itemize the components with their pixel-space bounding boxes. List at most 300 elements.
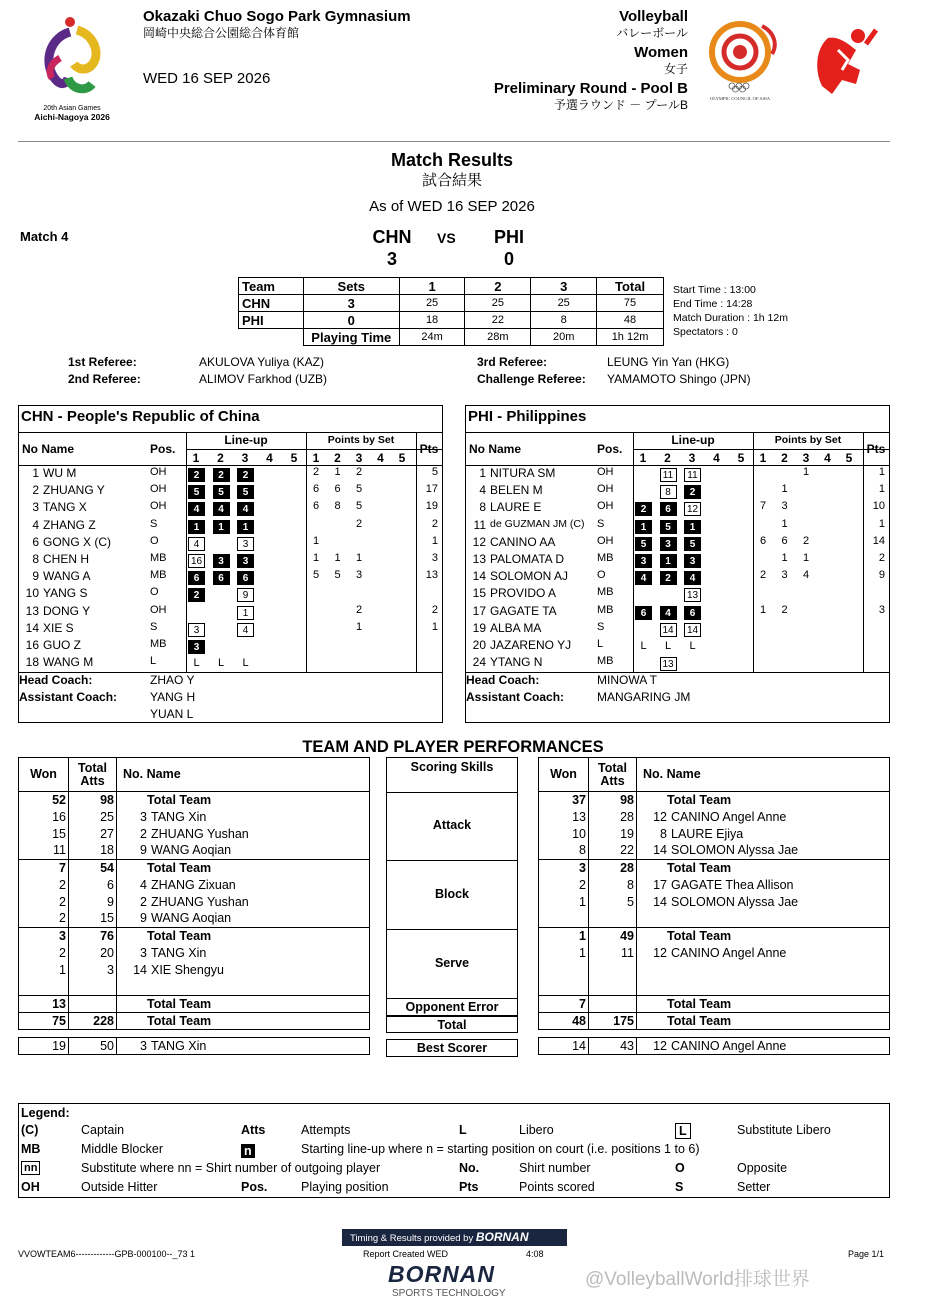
col-pts: Pts [419, 442, 439, 456]
lineup-box: 3 [188, 640, 205, 654]
legend-desc: Substitute where nn = Shirt number of outgoing player [81, 1161, 381, 1175]
divider [633, 449, 889, 450]
libero-mark: L [193, 657, 200, 670]
name-text: Total Team [667, 792, 732, 807]
lineup-box: 16 [188, 554, 205, 568]
legend-sublibero-box: L [675, 1123, 691, 1139]
lineup-box: 4 [684, 571, 701, 585]
perf-table-left [18, 757, 370, 1055]
legend-key: Pts [459, 1180, 479, 1194]
perf-row [539, 860, 890, 877]
name-text: ZHUANG Yushan [151, 894, 249, 909]
timing-brand: BORNAN [475, 1230, 529, 1244]
atts-value: 43 [589, 1038, 637, 1055]
player-name: PALOMATA D [490, 552, 565, 566]
asst-coach-name: YUAN L [150, 707, 194, 721]
legend-desc: Starting line-up where n = starting position on court (i.e. positions 1 to 6) [301, 1142, 700, 1156]
player-position: MB [597, 552, 614, 564]
timing-text: Timing & Results provided by [350, 1233, 474, 1244]
col-no-name: No Name [22, 442, 75, 456]
venue-block [143, 8, 411, 87]
legend-desc: Substitute Libero [737, 1123, 831, 1137]
summary-header: Total [597, 278, 664, 295]
perf-row [19, 826, 370, 843]
set-points: 1 [781, 517, 788, 530]
atts-value: 8 [589, 877, 637, 894]
page-number: Page 1/1 [848, 1249, 885, 1259]
player-name-cell [117, 894, 370, 911]
atts-value: 20 [69, 945, 117, 962]
player-name-cell [637, 894, 890, 911]
column-divider [753, 432, 754, 672]
legend-key: S [675, 1180, 684, 1194]
perf-row [539, 894, 890, 911]
legend-desc: Setter [737, 1180, 771, 1194]
player-total-points: 19 [425, 500, 438, 513]
legend-desc: Points scored [519, 1180, 595, 1194]
lineup-box: 2 [660, 571, 677, 585]
start-time: Start Time : 13:00 [673, 284, 756, 296]
lineup-box: 13 [684, 588, 701, 602]
lineup-box: 3 [188, 623, 205, 637]
lineup-set-num: 4 [266, 451, 273, 465]
lineup-box: 13 [660, 657, 677, 671]
player-name: CHEN H [43, 552, 90, 566]
doc-title: Match Results [390, 150, 514, 170]
player-number: 3 [32, 500, 39, 515]
atts-header: Total Atts [589, 758, 637, 792]
player-number: 13 [25, 603, 39, 618]
bornan-logo: BORNAN [388, 1261, 495, 1287]
name-text: TANG Xin [151, 1038, 207, 1053]
shirt-number: 3 [140, 809, 147, 824]
ref3-label: 3rd Referee: [477, 355, 548, 369]
perf-title: TEAM AND PLAYER PERFORMANCES [302, 738, 604, 756]
team-box-title: PHI - Philippines [468, 408, 587, 425]
set-points: 1 [759, 603, 767, 616]
timing-banner [342, 1229, 567, 1246]
column-divider [306, 432, 307, 672]
set-points: 1 [334, 552, 341, 564]
player-name-cell [637, 1038, 890, 1055]
won-value: 37 [539, 792, 589, 809]
player-position: MB [150, 552, 167, 564]
won-value: 3 [539, 860, 589, 877]
perf-row [19, 962, 370, 979]
player-name-cell [117, 843, 370, 860]
vs-label: VS [437, 230, 456, 246]
points-set-num: 4 [377, 451, 384, 465]
lineup-box: 4 [635, 571, 652, 585]
summary-cell: 3 [303, 295, 399, 312]
doc-title-jp: 試合結果 [421, 172, 482, 189]
set-points: 2 [355, 603, 363, 616]
player-total-points: 2 [431, 517, 438, 530]
perf-row [19, 1038, 370, 1055]
player-number: 4 [32, 517, 39, 532]
name-text: Total Team [147, 928, 212, 943]
player-name: ZHUANG Y [43, 483, 105, 498]
asst-coach-label: Assistant Coach: [466, 690, 565, 704]
lineup-box: 5 [213, 485, 230, 499]
name-text: XIE Shengyu [151, 962, 224, 977]
perf-table-right [538, 757, 890, 1055]
match-date: WED 16 SEP 2026 [143, 70, 271, 87]
name-text: WANG Aoqian [151, 911, 232, 926]
best-scorer-label: Best Scorer [386, 1039, 518, 1057]
perf-row [19, 928, 370, 945]
player-total-points: 1 [431, 620, 438, 633]
player-number: 8 [32, 552, 39, 566]
won-value: 2 [19, 945, 69, 962]
player-name: WANG M [43, 655, 94, 670]
player-position: OH [597, 483, 614, 496]
player-name: NITURA SM [490, 466, 556, 480]
player-position: O [150, 586, 159, 599]
player-name-cell [117, 1013, 370, 1030]
player-name: LAURE E [490, 500, 542, 515]
name-text: ZHANG Zixuan [151, 877, 236, 892]
won-value: 2 [19, 894, 69, 911]
perf-row [539, 911, 890, 928]
perf-row [539, 1013, 890, 1030]
atts-value: 9 [69, 894, 117, 911]
venue-name-jp: 岡崎中央総合公園総合体育館 [143, 26, 300, 40]
ref2-label: 2nd Referee: [68, 372, 141, 386]
lineup-box: 11 [684, 468, 701, 482]
player-name-cell [637, 945, 890, 962]
player-position: OH [597, 500, 614, 513]
atts-value [589, 979, 637, 996]
won-value: 2 [19, 911, 69, 928]
legend-desc: Shirt number [519, 1161, 591, 1175]
player-position: L [597, 638, 604, 650]
perf-row [539, 945, 890, 962]
set-points: 1 [781, 552, 788, 564]
report-time: 4:08 [526, 1249, 544, 1259]
shirt-number: 12 [653, 1038, 667, 1053]
lineup-box: 11 [660, 468, 677, 482]
perf-row [539, 928, 890, 945]
player-position: OH [150, 483, 167, 496]
player-total-points: 1 [878, 517, 885, 530]
perf-row [539, 1038, 890, 1055]
won-value: 13 [539, 809, 589, 826]
atts-value: 28 [589, 809, 637, 826]
won-value: 1 [539, 894, 589, 911]
player-total-points: 3 [878, 603, 885, 616]
shirt-number: 9 [140, 843, 147, 858]
perf-row [539, 979, 890, 996]
lineup-box: 6 [213, 571, 230, 585]
team-a-code: CHN [372, 227, 412, 247]
lineup-box: 1 [635, 520, 652, 534]
perf-row [19, 945, 370, 962]
name-text: ZHUANG Yushan [151, 826, 249, 841]
set-points: 6 [334, 483, 341, 496]
player-name: GAGATE TA [490, 603, 557, 618]
atts-value: 28 [589, 860, 637, 877]
player-total-points: 1 [878, 483, 885, 496]
libero-mark: L [217, 657, 225, 670]
lineup-box: 5 [684, 537, 701, 551]
player-total-points: 3 [431, 552, 438, 564]
name-text: CANINO Angel Anne [671, 809, 787, 824]
logo-line2: Aichi-Nagoya 2026 [34, 112, 110, 122]
legend-start-box: n [241, 1144, 255, 1158]
perf-row [19, 860, 370, 877]
player-number: 12 [472, 534, 486, 549]
perf-row [539, 792, 890, 809]
sport-name: Volleyball [619, 8, 688, 25]
atts-value: 22 [589, 843, 637, 860]
set-points: 2 [355, 517, 363, 530]
perf-row [19, 792, 370, 809]
ref2-name: ALIMOV Farkhod (UZB) [199, 372, 328, 386]
atts-value: 18 [69, 843, 117, 860]
player-position: MB [597, 603, 614, 616]
perf-row [19, 843, 370, 860]
atts-value: 11 [589, 945, 637, 962]
legend-key: L [459, 1123, 467, 1137]
lineup-box: 1 [213, 520, 230, 534]
player-number: 10 [25, 586, 39, 601]
player-position: MB [597, 586, 614, 599]
legend-key: Atts [241, 1123, 266, 1137]
round-jp: 予選ラウンド － プールB [553, 98, 688, 112]
summary-cell: PHI [239, 312, 304, 329]
legend-desc: Attempts [301, 1123, 351, 1137]
player-total-points: 1 [878, 466, 885, 478]
skill-block: Block [386, 861, 518, 930]
spacer [539, 1030, 890, 1038]
won-value: 7 [19, 860, 69, 877]
player-position: OH [150, 500, 167, 513]
won-value [539, 962, 589, 979]
atts-value: 228 [69, 1013, 117, 1030]
player-name-cell [637, 996, 890, 1013]
col-no-name: No Name [469, 442, 522, 456]
player-name: DONG Y [43, 603, 91, 618]
perf-header-row [539, 758, 890, 792]
no-name-header: No. Name [637, 758, 890, 792]
total-label: Total [386, 1016, 518, 1033]
atts-value: 54 [69, 860, 117, 877]
match-number: Match 4 [20, 229, 69, 244]
player-name-cell [117, 792, 370, 809]
player-number: 1 [32, 466, 39, 480]
lineup-box: 14 [660, 623, 677, 637]
set-points: 6 [781, 534, 788, 547]
perf-row [539, 996, 890, 1013]
spacer [19, 1030, 370, 1038]
player-name-cell [637, 792, 890, 809]
libero-mark: L [689, 640, 696, 652]
set-points: 2 [312, 466, 320, 478]
lineup-box: 6 [684, 606, 701, 620]
lineup-box: 8 [660, 485, 677, 499]
legend-key: OH [21, 1180, 40, 1194]
lineup-box: 4 [213, 502, 230, 516]
lineup-box: 6 [188, 571, 205, 585]
player-total-points: 1 [431, 534, 438, 547]
set-points: 2 [355, 466, 363, 478]
name-text: Total Team [667, 860, 732, 875]
won-value: 14 [539, 1038, 589, 1055]
set-points: 7 [759, 500, 767, 513]
lineup-set-num: 4 [713, 451, 720, 465]
player-position: OH [597, 466, 614, 478]
points-set-num: 1 [312, 451, 320, 465]
lineup-box: 14 [684, 623, 701, 637]
lineup-box: 2 [213, 468, 230, 482]
lineup-set-num: 1 [639, 451, 647, 465]
set-points: 3 [781, 569, 788, 582]
player-position: MB [150, 569, 167, 582]
playing-time: 20m [531, 329, 597, 346]
summary-cell: 75 [597, 295, 664, 312]
name-text: CANINO Angel Anne [671, 945, 787, 960]
lineup-box: 6 [660, 502, 677, 516]
points-set-num: 2 [334, 451, 341, 465]
report-created: Report Created WED [363, 1249, 449, 1259]
gender: Women [634, 44, 688, 61]
lineup-box: 1 [660, 554, 677, 568]
player-name-cell [117, 928, 370, 945]
atts-value [589, 911, 637, 928]
points-set-num: 3 [355, 451, 363, 465]
head-coach-label: Head Coach: [19, 673, 93, 687]
head-coach-label: Head Coach: [466, 673, 540, 687]
player-number: 17 [472, 603, 486, 618]
player-name-cell [637, 877, 890, 894]
atts-value: 49 [589, 928, 637, 945]
summary-header: 2 [465, 278, 531, 295]
atts-value: 6 [69, 877, 117, 894]
player-name-cell [117, 911, 370, 928]
player-position: MB [150, 638, 167, 650]
team-b-code: PHI [493, 227, 524, 247]
set-points: 6 [312, 483, 320, 496]
won-value: 2 [539, 877, 589, 894]
won-value: 3 [19, 928, 69, 945]
player-number: 8 [479, 500, 486, 515]
player-name-cell [117, 860, 370, 877]
no-name-header: No. Name [117, 758, 370, 792]
set-points: 1 [802, 466, 810, 478]
player-name: PROVIDO A [490, 586, 557, 601]
player-number: 2 [32, 483, 39, 498]
set-points: 4 [802, 569, 810, 582]
col-lineup: Line-up [224, 433, 268, 447]
lineup-box: 5 [660, 520, 677, 534]
match-duration: Match Duration : 1h 12m [673, 312, 788, 324]
event-block [494, 8, 688, 112]
lineup-box: 6 [635, 606, 652, 620]
name-text: TANG Xin [151, 945, 207, 960]
summary-cell: 48 [597, 312, 664, 329]
player-name-cell [637, 962, 890, 979]
points-set-num: 3 [802, 451, 810, 465]
atts-value: 76 [69, 928, 117, 945]
lineup-set-num: 5 [737, 451, 745, 465]
perf-row [539, 843, 890, 860]
refc-name: YAMAMOTO Shingo (JPN) [607, 372, 751, 386]
asian-games-logo [22, 12, 122, 124]
oca-text: OLYMPIC COUNCIL OF ASIA [709, 96, 771, 101]
player-name-cell [637, 809, 890, 826]
shirt-number: 8 [660, 826, 667, 841]
match-info [673, 283, 788, 339]
set-points: 3 [781, 500, 788, 513]
player-name-cell [637, 928, 890, 945]
name-text: SOLOMON Alyssa Jae [671, 843, 799, 858]
shirt-number: 2 [140, 826, 147, 841]
lineup-box: 3 [660, 537, 677, 551]
lineup-box: 3 [237, 537, 254, 551]
player-name: de GUZMAN JM (C) [490, 517, 585, 530]
lineup-set-num: 3 [241, 451, 249, 465]
shirt-number: 17 [653, 877, 667, 892]
atts-value: 5 [589, 894, 637, 911]
summary-cell: 25 [465, 295, 531, 312]
set-points: 1 [355, 620, 363, 633]
lineup-box: 4 [237, 623, 254, 637]
player-number: 13 [472, 552, 486, 566]
set-points: 3 [355, 569, 363, 582]
name-text: Total Team [667, 1013, 732, 1028]
summary-cell: 25 [399, 295, 465, 312]
legend-title: Legend: [21, 1106, 70, 1120]
player-name: ALBA MA [490, 620, 542, 635]
player-position: MB [597, 655, 614, 668]
shirt-number: 12 [653, 945, 667, 960]
name-text: Total Team [667, 928, 732, 943]
won-value: 19 [19, 1038, 69, 1055]
player-position: S [150, 517, 158, 530]
summary-cell: 0 [303, 312, 399, 329]
player-name-cell [117, 945, 370, 962]
name-text: Total Team [147, 792, 212, 807]
refc-label: Challenge Referee: [477, 372, 586, 386]
player-name: BELEN M [490, 483, 543, 498]
lineup-box: 4 [188, 502, 205, 516]
player-name-cell [117, 996, 370, 1013]
lineup-box: 2 [188, 468, 205, 482]
lineup-set-num: 2 [217, 451, 224, 465]
player-name: TANG X [43, 500, 87, 515]
ref3-name: LEUNG Yin Yan (HKG) [607, 355, 730, 369]
points-set-num: 4 [824, 451, 831, 465]
col-pts: Pts [866, 442, 886, 456]
set-points: 1 [334, 466, 341, 478]
perf-row [539, 826, 890, 843]
name-text: Total Team [147, 996, 212, 1011]
legend-sub-box: nn [21, 1161, 40, 1175]
legend-desc: Libero [519, 1123, 554, 1137]
set-points: 2 [802, 534, 810, 547]
won-value [539, 911, 589, 928]
column-divider [186, 432, 187, 672]
name-text: Total Team [667, 996, 732, 1011]
lineup-box: 1 [237, 606, 254, 620]
lineup-box: 3 [684, 554, 701, 568]
perf-row [539, 962, 890, 979]
col-pos: Pos. [150, 442, 176, 456]
team-box-chn [18, 405, 443, 723]
atts-value: 3 [69, 962, 117, 979]
player-number: 16 [25, 638, 39, 652]
